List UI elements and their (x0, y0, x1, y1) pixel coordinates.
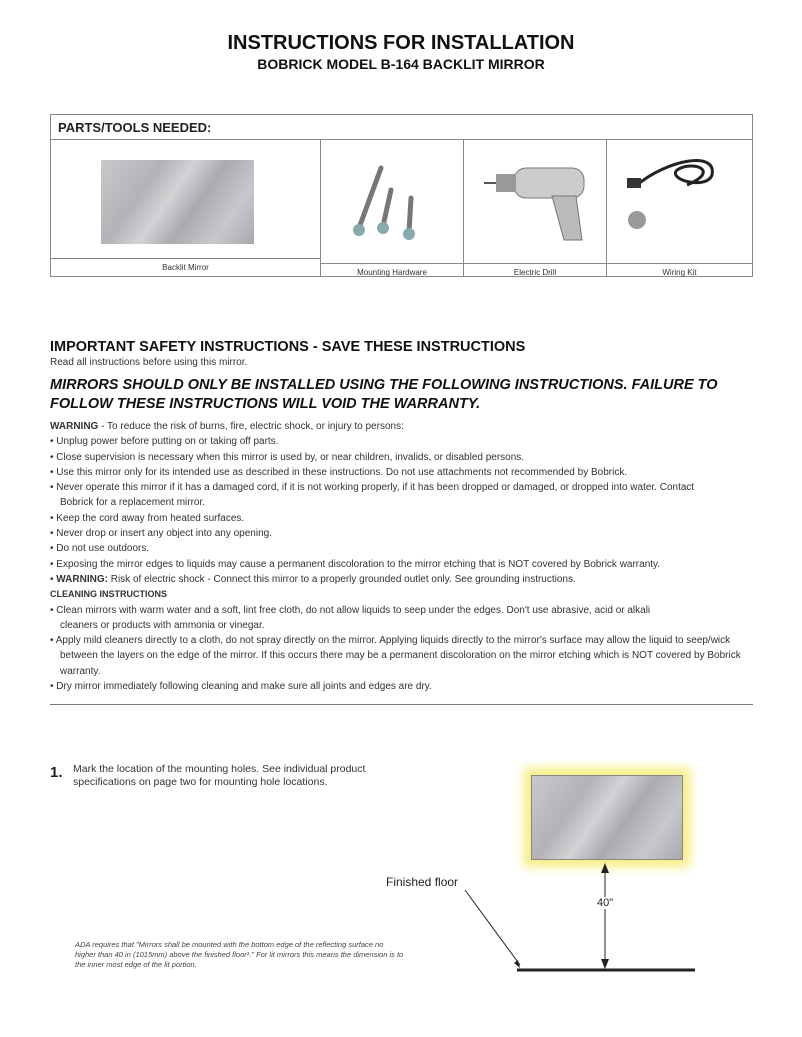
dimension-label: 40" (597, 897, 614, 909)
list-item: • Exposing the mirror edges to liquids may cause a permanent discoloration to the mirror etching that is NOT covered by Bobrick warranty. (50, 558, 661, 570)
ada-note: ADA requires that "Mirrors shall be mounted with the bottom edge of the reflecting surface no higher than 40 in (1015mm) above the finished floor¹." For lit mirrors this means the dimension is to the inner most edge of the lit portion. (75, 940, 404, 969)
list-item: • Never drop or insert any object into any opening. (50, 528, 272, 540)
finished-floor-label: Finished floor (386, 875, 459, 889)
list-item: • Use this mirror only for its intended use as described in these instructions. Do not use attachments not recommended by Bobrick. (50, 466, 628, 478)
part-label: Mounting Hardware (321, 263, 463, 281)
part-label: Wiring Kit (607, 263, 752, 281)
screws-image (321, 140, 464, 258)
mirror-image (101, 160, 254, 244)
warning-label: WARNING (50, 421, 99, 432)
list-item: • Never operate this mirror if it has a damaged cord, if it is not working properly, if it has been dropped or damaged, or dropped into water. Contact Bobrick for a replacement mirror. (50, 482, 695, 509)
dimension-diagram (440, 860, 720, 980)
parts-table (50, 114, 753, 277)
divider (50, 704, 753, 705)
list-item: • WARNING: Risk of electric shock - Connect this mirror to a properly grounded outlet only. See grounding instructions. (50, 573, 576, 585)
part-label: Backlit Mirror (51, 258, 320, 276)
list-item: • Keep the cord away from heated surfaces. (50, 512, 245, 524)
cord-image (607, 140, 752, 258)
list-item: • Clean mirrors with warm water and a soft, lint free cloth, do not allow liquids to seep under the edges. Don't use abrasive, acid or alkali cleaners or products with ammonia or vinegar. (50, 604, 651, 631)
cleaning-heading: CLEANING INSTRUCTIONS (50, 589, 167, 600)
part-cell (51, 140, 321, 276)
part-cell (607, 140, 752, 276)
list-item: • Do not use outdoors. (50, 543, 150, 555)
safety-intro: Read all instructions before using this mirror. (50, 357, 248, 368)
step-number: 1. (50, 764, 63, 781)
safety-heading: IMPORTANT SAFETY INSTRUCTIONS - SAVE THESE INSTRUCTIONS (50, 339, 526, 355)
list-item: • Dry mirror immediately following cleaning and make sure all joints and edges are dry. (50, 681, 432, 693)
step-text: Mark the location of the mounting holes. See individual product specifications on page two for mounting hole locations. (73, 763, 366, 788)
page-subtitle: BOBRICK MODEL B-164 BACKLIT MIRROR (257, 56, 545, 72)
part-label: Electric Drill (464, 263, 606, 281)
drill-image (464, 140, 607, 258)
list-item: • Unplug power before putting on or taking off parts. (50, 436, 279, 448)
list-item: • Apply mild cleaners directly to a cloth, do not spray directly on the mirror. Applying liquids directly to the mirror's surface may allow the liquid to seep/wick between the layers on the edge of the mirror. If this occurs there may be a permanent discoloration on the mirror etching which is NOT covered by Bobrick warranty. (50, 635, 741, 677)
part-cell (464, 140, 607, 276)
page-title: INSTRUCTIONS FOR INSTALLATION (227, 32, 575, 54)
safety-list (50, 419, 760, 694)
parts-heading: PARTS/TOOLS NEEDED: (51, 115, 752, 140)
warranty-notice: MIRRORS SHOULD ONLY BE INSTALLED USING THE FOLLOWING INSTRUCTIONS. FAILURE TO FOLLOW THESE INSTRUCTIONS WILL VOID THE WARRANTY. (50, 377, 718, 412)
warning-text: - To reduce the risk of burns, fire, electric shock, or injury to persons: (98, 421, 404, 432)
list-item: • Close supervision is necessary when this mirror is used by, or near children, invalids, or disabled persons. (50, 451, 525, 463)
part-cell (321, 140, 464, 276)
backlit-mirror-diagram (531, 775, 683, 860)
